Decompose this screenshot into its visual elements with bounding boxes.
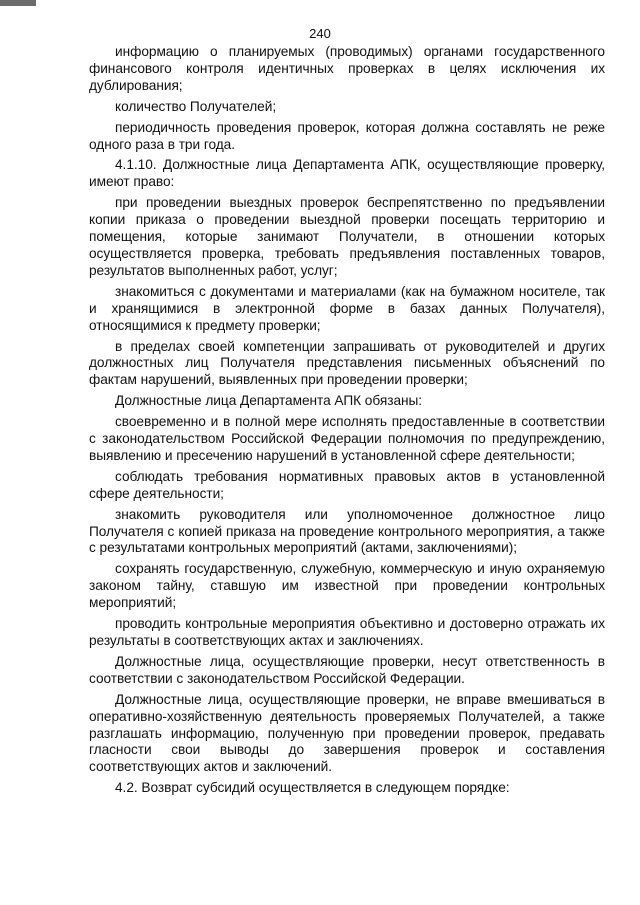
paragraph: 4.1.10. Должностные лица Департамента АПК, осуществляющие проверку, имеют право: — [89, 157, 605, 190]
paragraph: в пределах своей компетенции запрашивать от руководителей и других должностных лиц Получателя представления письменных объяснений по фактам нарушений, выявленных при проведении проверки; — [89, 338, 605, 388]
page-number: 240 — [309, 26, 331, 41]
paragraph: Должностные лица, осуществляющие проверки, несут ответственность в соответствии с законодательством Российской Федерации. — [89, 653, 605, 686]
paragraph: своевременно и в полной мере исполнять предоставленные в соответствии с законодательством Российской Федерации полномочия по предупреждению, выявлению и пресечению нарушений в установленной сфере деятельности; — [89, 414, 605, 463]
paragraph: периодичность проведения проверок, которая должна составлять не реже одного раза в три года. — [89, 119, 605, 152]
paragraph: соблюдать требования нормативных правовых актов в установленной сфере деятельности; — [89, 468, 605, 501]
paragraph: проводить контрольные мероприятия объективно и достоверно отражать их результаты в соответствующих актах и заключениях. — [89, 616, 605, 648]
paragraph: информацию о планируемых (проводимых) органами государственного финансового контроля идентичных проверках в целях исключения их дублирования; — [89, 44, 605, 93]
paragraph: при проведении выездных проверок беспрепятственно по предъявлении копии приказа о проведении выездной проверки посещать территорию и помещения, которые занимают Получатели, в отношении которых осуществляется проверка, требовать предъявления поставленных товаров, результатов выполненных работ, услуг; — [89, 195, 605, 278]
paragraph: знакомиться с документами и материалами (как на бумажном носителе, так и хранящимися в электронной форме в базах данных Получателя), относящимися к предмету проверки; — [89, 283, 605, 333]
document-body — [89, 44, 605, 801]
paragraph: Должностные лица, осуществляющие проверки, не вправе вмешиваться в оперативно-хозяйственную деятельность проверяемых Получателей, а также разглашать информацию, полученную при проведении проверок, предавать гласности свои выводы до завершения проверок и составления соответствующих актов и заключений. — [89, 691, 605, 775]
paragraph: Должностные лица Департамента АПК обязаны: — [115, 393, 423, 409]
scan-corner-mark — [0, 0, 36, 6]
paragraph: знакомить руководителя или уполномоченное должностное лицо Получателя с копией приказа на проведение контрольного мероприятия, а также с результатами контрольных мероприятий (актами, заключениями); — [89, 506, 605, 556]
paragraph: 4.2. Возврат субсидий осуществляется в следующем порядке: — [115, 780, 510, 796]
paragraph: сохранять государственную, служебную, коммерческую и иную охраняемую законом тайну, ставшую им известной при проведении контрольных мероприятий; — [89, 561, 605, 611]
paragraph: количество Получателей; — [115, 98, 277, 114]
